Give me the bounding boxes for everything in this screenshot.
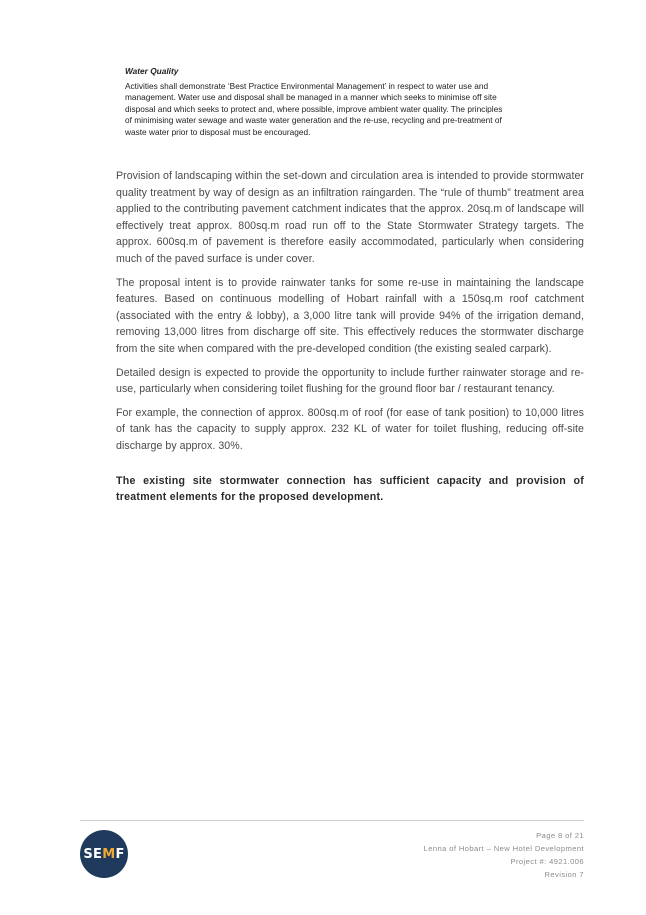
logo-text: SEMF: [83, 846, 125, 862]
company-logo: [80, 830, 128, 878]
project-number: Project #: 4921.006: [510, 857, 584, 866]
project-name: Lenna of Hobart – New Hotel Development: [423, 844, 584, 853]
paragraph-rainwater-tanks: The proposal intent is to provide rainwater tanks for some re-use in maintaining the landscape features. Based on continuous modelling of Hobart rainfall with a 150sq.m roof catchment (associated with the entry & lobby), a 3,000 litre tank will provide 94% of the irrigation demand, removing 13,000 litres from discharge off site. This effectively reduces the stormwater discharge from the site when compared with the pre-developed condition (the existing sealed carpark).: [116, 276, 584, 355]
quote-title: Water Quality: [125, 66, 179, 76]
paragraph-detailed-design: Detailed design is expected to provide the opportunity to include further rainwater storage and re-use, particularly when considering toilet flushing for the ground floor bar / restaurant tenancy.: [116, 366, 584, 396]
main-content: [116, 168, 584, 513]
conclusion-statement: The existing site stormwater connection has sufficient capacity and provision of treatment elements for the proposed development.: [116, 474, 584, 504]
paragraph-example: For example, the connection of approx. 800sq.m of roof (for ease of tank position) to 10,000 litres of tank has the capacity to supply approx. 232 KL of water for toilet flushing, reducing off-site discharge by approx. 30%.: [116, 406, 584, 452]
quoted-policy-excerpt: [125, 66, 505, 139]
footer-divider: [80, 820, 584, 821]
page-number: Page 8 of 21: [536, 831, 584, 840]
footer-info: [424, 829, 584, 881]
quote-body: Activities shall demonstrate ‘Best Practice Environmental Management’ in respect to water use and management. Water use and disposal shall be managed in a manner which seeks to minimise off site disposal and which seeks to protect and, where possible, improve ambient water quality. The principles of minimising water sewage and waste water generation and the re-use, recycling and pre-treatment of waste water prior to disposal must be encouraged.: [125, 80, 503, 137]
revision: Revision 7: [544, 870, 584, 879]
paragraph-landscaping: Provision of landscaping within the set-down and circulation area is intended to provide stormwater quality treatment by way of design as an infiltration raingarden. The “rule of thumb” treatment area applied to the contributing pavement catchment indicates that the approx. 20sq.m of landscape will effectively treat approx. 800sq.m road run off to the State Stormwater Strategy targets. The approx. 600sq.m of pavement is therefore easily accommodated, particularly when considering much of the paved surface is under cover.: [116, 170, 584, 265]
